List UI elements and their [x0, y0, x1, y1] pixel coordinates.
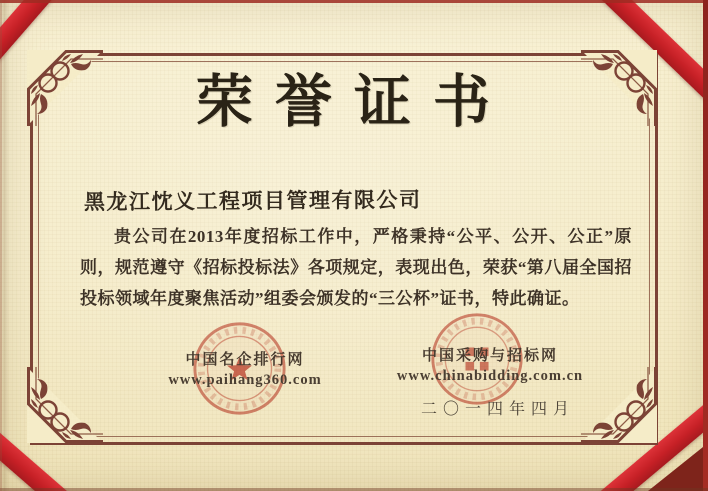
certificate-title: 荣誉证书 — [196, 71, 512, 134]
certificate-body-text: 贵公司在2013年度招标工作中，严格秉持“公平、公开、公正”原则，规范遵守《招标投标法》各项规定，表现出色，荣获“第八届全国招投标领域年度聚焦活动”组委会颁发的“三公杯”证书，特此确证。 — [80, 227, 632, 308]
issuer-block-right — [388, 344, 592, 385]
issuer-name: 中国采购与招标网 — [421, 348, 558, 364]
issuer-name: 中国名企排行网 — [185, 352, 305, 368]
issuer-block-left — [148, 348, 342, 389]
issuer-url: www.paihang360.com — [168, 372, 322, 388]
recipient-name: 黑龙江忱义工程项目管理有限公司 — [83, 187, 422, 215]
issue-date: 二〇一四年四月 — [420, 401, 575, 418]
issuer-url: www.chinabidding.com.cn — [396, 368, 584, 384]
frame-corner-ornament-icon — [27, 367, 103, 443]
